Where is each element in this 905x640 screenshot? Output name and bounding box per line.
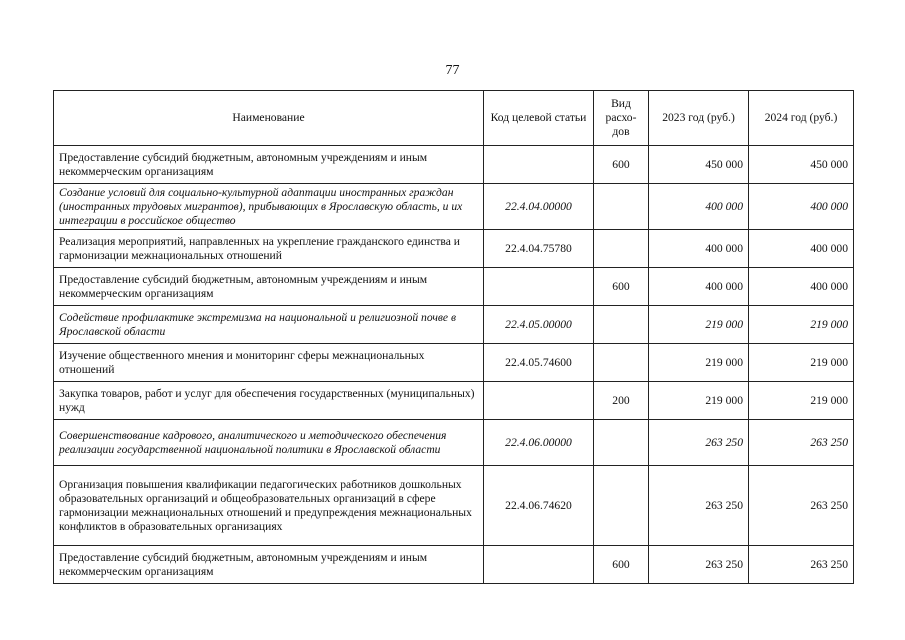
table-row <box>54 466 854 546</box>
row-code: 22.4.04.75780 <box>484 230 594 268</box>
row-vid <box>594 306 649 344</box>
row-2023: 263 250 <box>649 420 749 466</box>
row-2024: 263 250 <box>749 420 854 466</box>
table-row <box>54 306 854 344</box>
row-code: 22.4.05.74600 <box>484 344 594 382</box>
row-vid <box>594 230 649 268</box>
row-2024: 219 000 <box>749 344 854 382</box>
row-name: Изучение общественного мнения и мониторинг сферы межнациональных отношений <box>54 344 484 382</box>
row-2023: 400 000 <box>649 230 749 268</box>
row-2024: 450 000 <box>749 146 854 184</box>
row-vid <box>594 184 649 230</box>
row-name: Предоставление субсидий бюджетным, автономным учреждениям и иным некоммерческим организациям <box>54 146 484 184</box>
row-2023: 263 250 <box>649 546 749 584</box>
row-name: Предоставление субсидий бюджетным, автономным учреждениям и иным некоммерческим организациям <box>54 546 484 584</box>
row-name: Реализация мероприятий, направленных на укрепление гражданского единства и гармонизации межнациональных отношений <box>54 230 484 268</box>
row-2023: 219 000 <box>649 306 749 344</box>
page-number: 77 <box>445 63 460 78</box>
row-code: 22.4.06.00000 <box>484 420 594 466</box>
table-header-row <box>54 91 854 146</box>
row-2024: 400 000 <box>749 230 854 268</box>
row-2024: 263 250 <box>749 466 854 546</box>
table-row <box>54 546 854 584</box>
row-vid <box>594 466 649 546</box>
budget-table <box>53 90 854 584</box>
table-row <box>54 146 854 184</box>
row-2023: 450 000 <box>649 146 749 184</box>
table-row <box>54 420 854 466</box>
header-name: Наименование <box>54 91 484 146</box>
row-2023: 219 000 <box>649 344 749 382</box>
table-row <box>54 344 854 382</box>
table-row <box>54 268 854 306</box>
row-code: 22.4.06.74620 <box>484 466 594 546</box>
row-code: 22.4.04.00000 <box>484 184 594 230</box>
table-body <box>54 146 854 584</box>
row-2024: 400 000 <box>749 268 854 306</box>
row-2023: 263 250 <box>649 466 749 546</box>
row-name: Предоставление субсидий бюджетным, автономным учреждениям и иным некоммерческим организациям <box>54 268 484 306</box>
row-code <box>484 382 594 420</box>
row-vid: 600 <box>594 146 649 184</box>
row-vid: 600 <box>594 546 649 584</box>
header-vid: Вид расхо-дов <box>594 91 649 146</box>
row-name: Организация повышения квалификации педагогических работников дошкольных образовательных организаций и общеобразовательных организаций в сфере гармонизации межнациональных отношений и предупреждения межнациональных конфликтов в образовательных организациях <box>54 466 484 546</box>
header-2024: 2024 год (руб.) <box>749 91 854 146</box>
row-2023: 219 000 <box>649 382 749 420</box>
row-vid <box>594 420 649 466</box>
header-code: Код целевой статьи <box>484 91 594 146</box>
row-name: Закупка товаров, работ и услуг для обеспечения государственных (муниципальных) нужд <box>54 382 484 420</box>
row-code <box>484 146 594 184</box>
row-code: 22.4.05.00000 <box>484 306 594 344</box>
row-2023: 400 000 <box>649 184 749 230</box>
row-vid: 600 <box>594 268 649 306</box>
row-code <box>484 268 594 306</box>
row-2024: 263 250 <box>749 546 854 584</box>
row-vid: 200 <box>594 382 649 420</box>
table-row <box>54 382 854 420</box>
row-2024: 400 000 <box>749 184 854 230</box>
row-2024: 219 000 <box>749 382 854 420</box>
row-name: Создание условий для социально-культурной адаптации иностранных граждан (иностранных трудовых мигрантов), прибывающих в Ярославскую область, и их интеграции в российское общество <box>54 184 484 230</box>
row-name: Совершенствование кадрового, аналитического и методического обеспечения реализации государственной национальной политики в Ярославской области <box>54 420 484 466</box>
table-row <box>54 230 854 268</box>
table-row <box>54 184 854 230</box>
row-code <box>484 546 594 584</box>
row-name: Содействие профилактике экстремизма на национальной и религиозной почве в Ярославской области <box>54 306 484 344</box>
row-vid <box>594 344 649 382</box>
row-2023: 400 000 <box>649 268 749 306</box>
header-2023: 2023 год (руб.) <box>649 91 749 146</box>
row-2024: 219 000 <box>749 306 854 344</box>
